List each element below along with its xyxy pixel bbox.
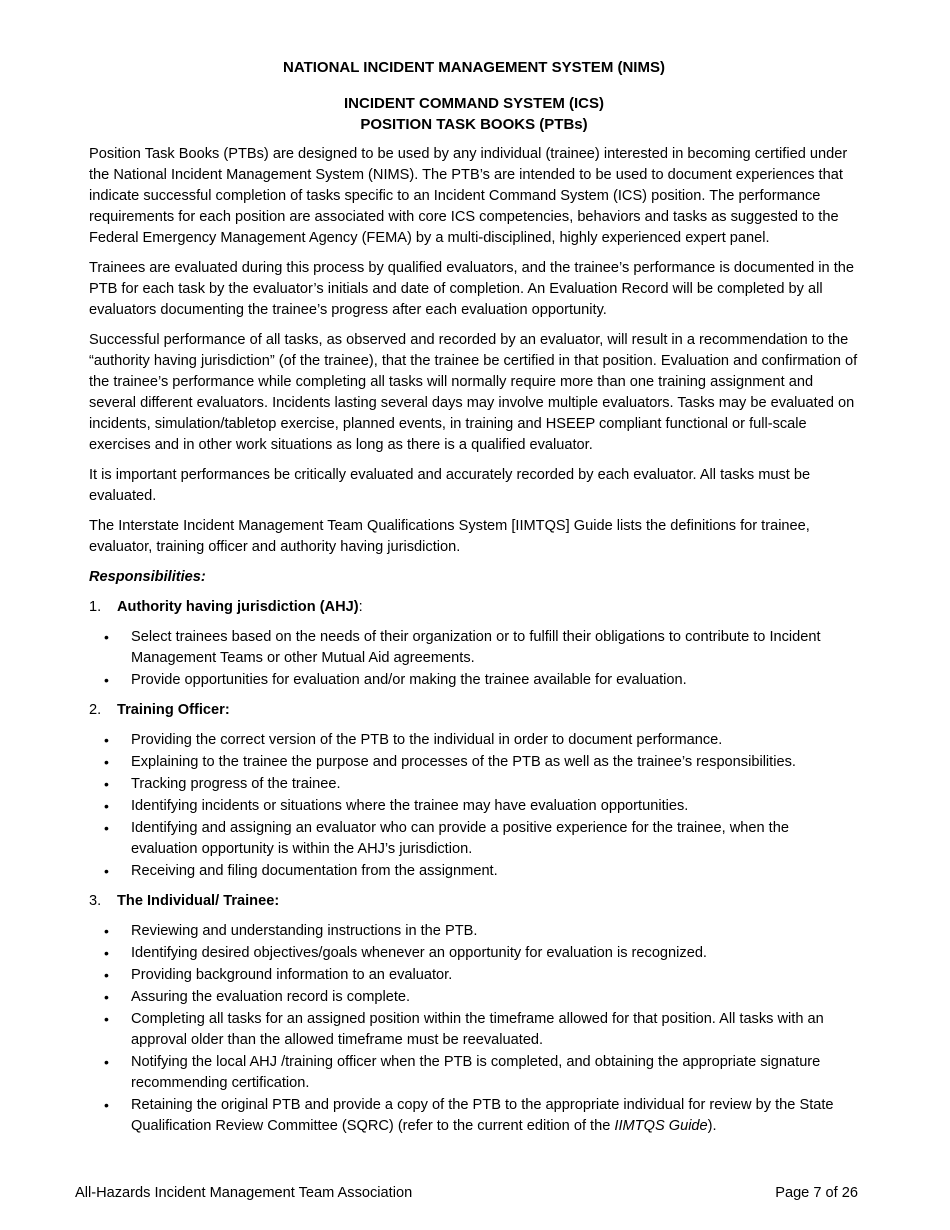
footer-page-number: Page 7 of 26: [775, 1185, 858, 1201]
bullet-icon: •: [104, 923, 109, 939]
section-number: 2.: [89, 702, 102, 718]
bullet-icon: •: [104, 629, 109, 645]
intro-paragraph-1: Position Task Books (PTBs) are designed to be used by any individual (trainee) interested in becoming certified under the National Incident Management System (NIMS). The PTB’s are intended to be used to document experiences that indicate successful completion of tasks specific to an Incident Command System (ICS) position. The performance requirements for each position are associated with core ICS competencies, behaviors and tasks as suggested to the Federal Emergency Management Agency (FEMA) by a multi-disciplined, highly experienced expert panel.: [89, 146, 848, 246]
intro-paragraph-2: Trainees are evaluated during this process by qualified evaluators, and the trainee’s performance is documented in the PTB for each task by the evaluator’s initials and date of completion. An Evaluation Record will be completed by all evaluators documenting the trainee’s progress after each evaluation opportunity.: [89, 260, 855, 318]
list-item-text: Completing all tasks for an assigned position within the timeframe allowed for that position. All tasks with an approval older than the allowed timeframe must be reevaluated.: [131, 1011, 824, 1048]
list-item-text: Reviewing and understanding instructions in the PTB.: [131, 923, 478, 939]
document-title-ics: INCIDENT COMMAND SYSTEM (ICS): [344, 95, 604, 112]
section-label: The Individual/ Trainee:: [117, 893, 280, 909]
section-heading-trainee: [89, 891, 859, 912]
bullet-icon: •: [104, 1097, 109, 1113]
section-number: 3.: [89, 893, 102, 909]
list-item: [89, 943, 859, 964]
list-item: [89, 752, 859, 773]
bullet-icon: •: [104, 754, 109, 770]
list-item: [89, 818, 859, 860]
document-title-nims: NATIONAL INCIDENT MANAGEMENT SYSTEM (NIMS): [283, 59, 665, 76]
section-label-suffix: :: [358, 599, 363, 615]
bullet-icon: •: [104, 863, 109, 879]
bullet-icon: •: [104, 820, 109, 836]
page-footer: [75, 1183, 858, 1204]
list-item: [89, 730, 859, 751]
list-item: [89, 987, 859, 1008]
list-item-text: [131, 1095, 859, 1137]
bullet-icon: •: [104, 1054, 109, 1070]
intro-paragraph-3: Successful performance of all tasks, as observed and recorded by an evaluator, will result in a recommendation to the “authority having jurisdiction” (of the trainee), that the trainee be certified in that position. Evaluation and confirmation of the trainee’s performance while completing all tasks will normally require more than one training assignment and several different evaluators. Incidents lasting several days may involve multiple evaluators. Tasks may be evaluated on incidents, simulation/tabletop exercise, planned events, in training and HSEEP compliant functional or full-scale exercises and in other work situations as long as there is a qualified evaluator.: [89, 332, 858, 453]
list-item: [89, 627, 859, 669]
list-item: [89, 774, 859, 795]
list-item-text-part: ).: [707, 1118, 717, 1134]
section-label: Authority having jurisdiction (AHJ): [117, 599, 359, 615]
list-item: [89, 861, 859, 882]
section-label: Training Officer:: [117, 702, 230, 718]
bullet-icon: •: [104, 798, 109, 814]
list-item-text: Providing the correct version of the PTB to the individual in order to document performance.: [131, 732, 723, 748]
section-heading-training-officer: [89, 700, 859, 721]
guide-title-emphasis: IIMTQS Guide: [614, 1118, 708, 1134]
section-number: 1.: [89, 599, 102, 615]
bullet-icon: •: [104, 776, 109, 792]
bullet-icon: •: [104, 672, 109, 688]
list-item-text: Assuring the evaluation record is complete.: [131, 989, 411, 1005]
list-item: [89, 1095, 859, 1137]
list-item-text: Provide opportunities for evaluation and/or making the trainee available for evaluation.: [131, 672, 687, 688]
list-item: [89, 921, 859, 942]
responsibilities-heading: Responsibilities:: [89, 569, 206, 585]
bullet-icon: •: [104, 945, 109, 961]
list-item: [89, 796, 859, 817]
list-item-text: Notifying the local AHJ /training officer when the PTB is completed, and obtaining the appropriate signature recommending certification.: [131, 1054, 821, 1091]
ahj-bullet-list: [89, 627, 859, 691]
list-item-text: Receiving and filing documentation from the assignment.: [131, 863, 498, 879]
document-page: [89, 57, 859, 1146]
intro-paragraph-4: It is important performances be critically evaluated and accurately recorded by each evaluator. All tasks must be evaluated.: [89, 467, 811, 504]
list-item-text-part: Retaining the original PTB and provide a copy of the PTB to the appropriate individual for review by the State Qualification Review Committee (SQRC) (refer to the current edition of the: [131, 1097, 834, 1134]
intro-paragraph-5: The Interstate Incident Management Team Qualifications System [IIMTQS] Guide lists the definitions for trainee, evaluator, training officer and authority having jurisdiction.: [89, 518, 810, 555]
section-heading-ahj: [89, 597, 859, 618]
footer-organization: All-Hazards Incident Management Team Association: [75, 1185, 413, 1201]
list-item: [89, 1009, 859, 1051]
list-item: [89, 670, 859, 691]
trainee-bullet-list: [89, 921, 859, 1137]
training-officer-bullet-list: [89, 730, 859, 882]
bullet-icon: •: [104, 967, 109, 983]
list-item: [89, 1052, 859, 1094]
list-item-text: Tracking progress of the trainee.: [131, 776, 341, 792]
list-item-text: Identifying desired objectives/goals whenever an opportunity for evaluation is recognized.: [131, 945, 707, 961]
list-item-text: Identifying incidents or situations where the trainee may have evaluation opportunities.: [131, 798, 689, 814]
list-item-text: Providing background information to an evaluator.: [131, 967, 453, 983]
list-item: [89, 965, 859, 986]
list-item-text: Identifying and assigning an evaluator who can provide a positive experience for the trainee, when the evaluation opportunity is within the AHJ’s jurisdiction.: [131, 820, 789, 857]
bullet-icon: •: [104, 989, 109, 1005]
list-item-text: Select trainees based on the needs of their organization or to fulfill their obligations to contribute to Incident Management Teams or other Mutual Aid agreements.: [131, 629, 821, 666]
document-title-ptb: POSITION TASK BOOKS (PTBs): [360, 116, 588, 133]
bullet-icon: •: [104, 732, 109, 748]
bullet-icon: •: [104, 1011, 109, 1027]
list-item-text: Explaining to the trainee the purpose and processes of the PTB as well as the trainee’s responsibilities.: [131, 754, 796, 770]
